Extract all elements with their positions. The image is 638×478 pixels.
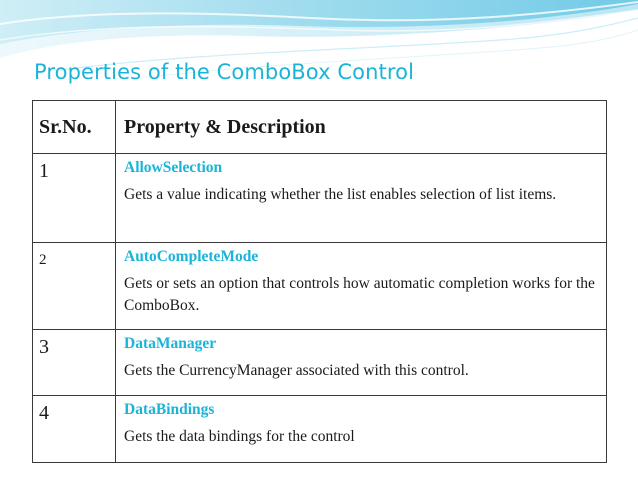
table-row (33, 243, 607, 330)
property-name: DataManager (124, 335, 217, 352)
table-row (33, 396, 607, 463)
property-cell (116, 330, 607, 396)
property-name: DataBindings (124, 401, 215, 418)
property-name: AllowSelection (124, 159, 223, 176)
row-number: 4 (33, 396, 116, 463)
table-row (33, 154, 607, 243)
property-name: AutoCompleteMode (124, 248, 259, 265)
column-header-number: Sr.No. (33, 101, 116, 154)
row-number: 2 (33, 243, 116, 330)
property-description: Gets the CurrencyManager associated with this control. (124, 362, 469, 379)
row-number: 3 (33, 330, 116, 396)
row-number: 1 (33, 154, 116, 243)
table-row (33, 330, 607, 396)
property-cell (116, 243, 607, 330)
property-description: Gets the data bindings for the control (124, 428, 355, 445)
column-header-property: Property & Description (116, 101, 607, 154)
property-description: Gets a value indicating whether the list enables selection of list items. (124, 186, 557, 203)
property-cell (116, 154, 607, 243)
property-cell (116, 396, 607, 463)
table-header-row (33, 101, 607, 154)
properties-table (32, 100, 607, 463)
slide-title: Properties of the ComboBox Control (34, 60, 415, 84)
property-description: Gets or sets an option that controls how automatic completion works for the ComboBox. (124, 275, 595, 314)
